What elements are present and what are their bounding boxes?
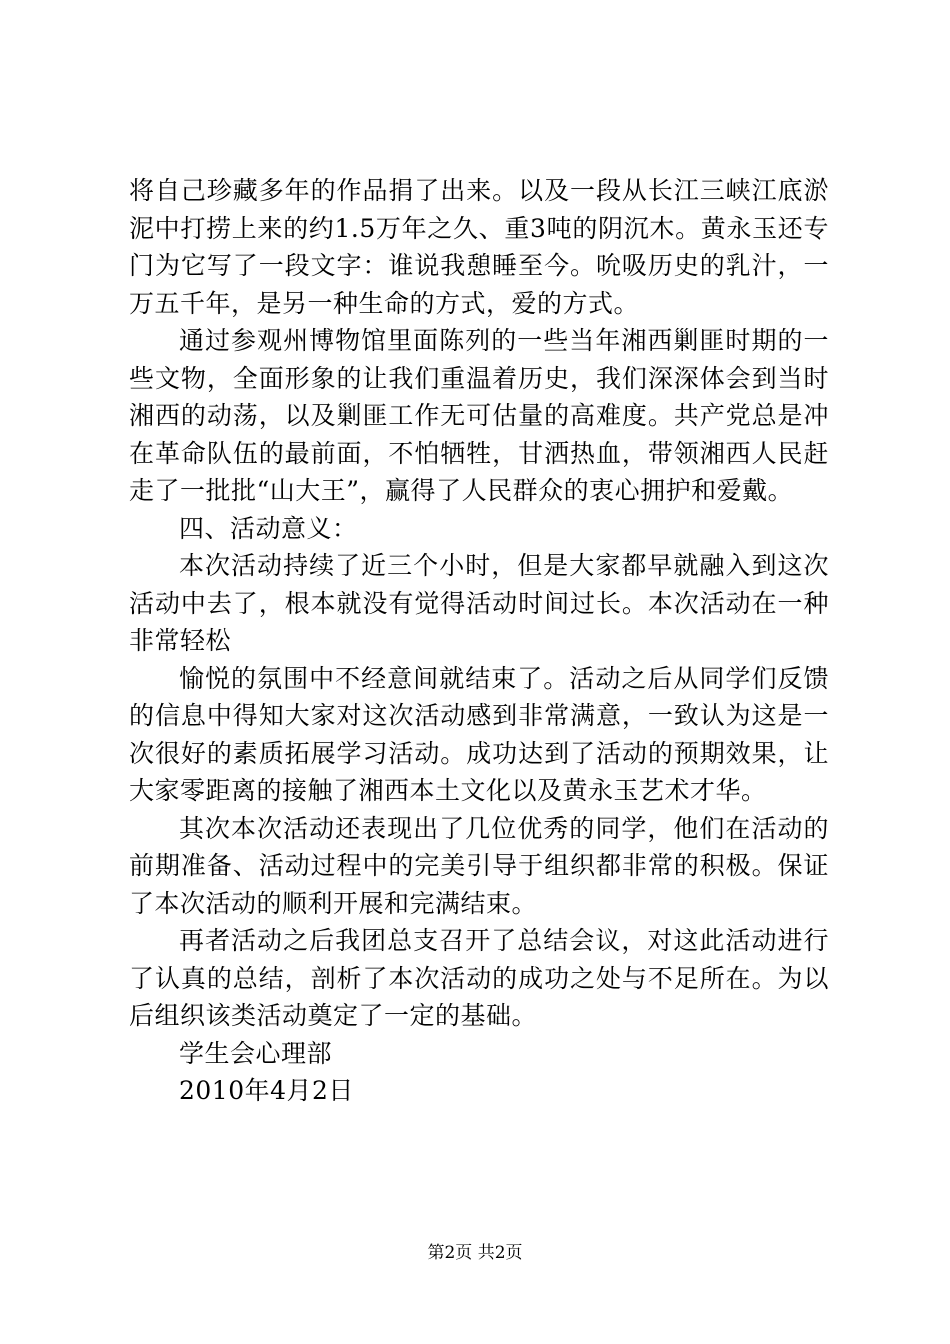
document-body	[129, 172, 829, 1110]
paragraph-activity-feedback: 愉悦的氛围中不经意间就结束了。活动之后从同学们反馈的信息中得知大家对这次活动感到非常满意，一致认为这是一次很好的素质拓展学习活动。成功达到了活动的预期效果，让大家零距离的接触了湘西本土文化以及黄永玉艺术才华。	[129, 663, 829, 805]
paragraph-continuation: 将自己珍藏多年的作品捐了出来。以及一段从长江三峡江底淤泥中打捞上来的约1.5万年之久、重3吨的阴沉木。黄永玉还专门为它写了一段文字：谁说我憩睡至今。吮吸历史的乳汁，一万五千年，是另一种生命的方式，爱的方式。	[129, 176, 829, 318]
paragraph-summary-meeting: 再者活动之后我团总支召开了总结会议，对这此活动进行了认真的总结，剖析了本次活动的成功之处与不足所在。为以后组织该类活动奠定了一定的基础。	[129, 926, 829, 1030]
signature-department: 学生会心理部	[179, 1038, 333, 1068]
paragraph-outstanding-students: 其次本次活动还表现出了几位优秀的同学，他们在活动的前期准备、活动过程中的完美引导于组织都非常的积极。保证了本次活动的顺利开展和完满结束。	[129, 813, 829, 918]
signature-date: 2010年4月2日	[179, 1076, 354, 1105]
paragraph-museum-visit: 通过参观州博物馆里面陈列的一些当年湘西剿匪时期的一些文物，全面形象的让我们重温着历史，我们深深体会到当时湘西的动荡，以及剿匪工作无可估量的高难度。共产党总是冲在革命队伍的最前面，不怕牺牲，甘洒热血，带领湘西人民赶走了一批批“山大王”，赢得了人民群众的衷心拥护和爱戴。	[129, 326, 829, 505]
page-footer: 第2页 共2页	[427, 1243, 523, 1263]
section-heading-activity-significance: 四、活动意义：	[179, 513, 358, 543]
paragraph-activity-duration: 本次活动持续了近三个小时，但是大家都早就融入到这次活动中去了，根本就没有觉得活动时间过长。本次活动在一种非常轻松	[129, 551, 829, 655]
